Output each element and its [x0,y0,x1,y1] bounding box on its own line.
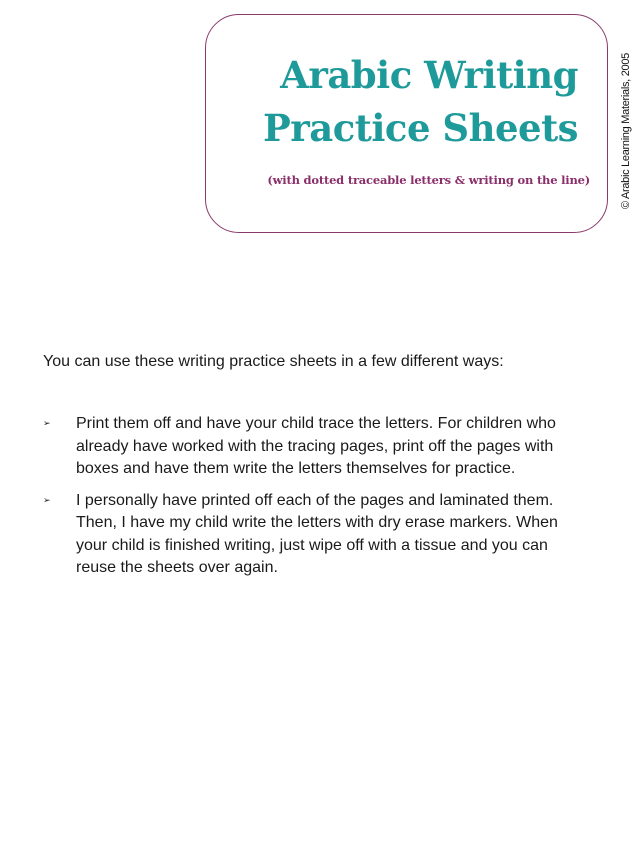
usage-list [43,413,603,589]
page-subtitle: (with dotted traceable letters & writing on the line) [267,173,590,187]
list-item-text [76,490,603,580]
list-item [43,413,603,481]
list-item-line: Print them off and have your child trace the letters. For children who [76,415,556,432]
list-item [43,490,603,580]
title-box [205,14,608,233]
page-title-line-2: Practice Sheets [262,106,578,150]
copyright-notice: © Arabic Learning Materials, 2005 [620,53,632,209]
list-item-line: already have worked with the tracing pages, print off the pages with [76,437,554,455]
list-item-line: boxes and have them write the letters themselves for practice. [76,460,516,477]
page-title-line-1: Arabic Writing [280,53,578,97]
list-item-line: I personally have printed off each of the pages and laminated them. [76,491,554,509]
arrow-bullet-icon: ➢ [43,418,51,428]
arrow-bullet-icon: ➢ [43,494,51,505]
list-item-line: reuse the sheets over again. [76,559,278,576]
list-item-line: your child is finished writing, just wipe off with a tissue and you can [76,536,548,554]
list-item-text [76,413,603,481]
intro-paragraph: You can use these writing practice sheets in a few different ways: [43,353,504,370]
list-item-line: Then, I have my child write the letters with dry erase markers. When [76,514,558,531]
